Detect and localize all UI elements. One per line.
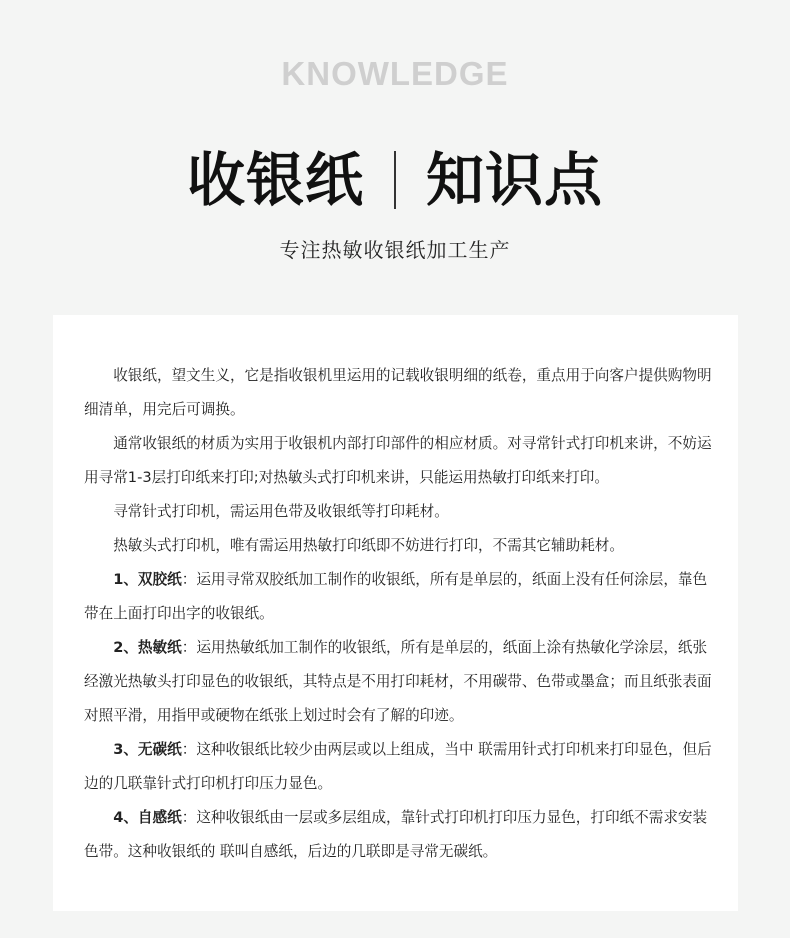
item-offset-paper — [84, 563, 714, 631]
item-carbonless-paper-title: 3、无碳纸 — [113, 741, 182, 758]
paragraph-material: 通常收银纸的材质为实用于收银机内部打印部件的相应材质。对寻常针式打印机来讲，不妨运用寻常1-3层打印纸来打印;对热敏头式打印机来讲，只能运用热敏打印纸来打印。 — [84, 435, 712, 486]
item-carbonless-paper-text: ：这种收银纸比较少由两层或以上组成，当中 联需用针式打印机来打印显色，但后边的几联靠针式打印机打印压力显色。 — [84, 741, 712, 792]
item-offset-paper-title: 1、双胶纸 — [113, 571, 182, 588]
paragraph-dot-matrix: 寻常针式打印机，需运用色带及收银纸等打印耗材。 — [113, 503, 449, 520]
item-self-copy-paper-text: ：这种收银纸由一层或多层组成，靠针式打印机打印压力显色，打印纸不需求安装色带。这种收银纸的 联叫自感纸，后边的几联即是寻常无碳纸。 — [84, 809, 708, 860]
paragraph-intro: 收银纸，望文生义，它是指收银机里运用的记载收银明细的纸卷，重点用于向客户提供购物明细清单，用完后可调换。 — [84, 367, 712, 418]
item-thermal-paper — [84, 631, 714, 733]
item-carbonless-paper — [84, 733, 714, 801]
page-subtitle: 专注热敏收银纸加工生产 — [279, 238, 511, 262]
knowledge-eyebrow: KNOWLEDGE — [281, 55, 509, 92]
article-body — [84, 359, 714, 869]
item-thermal-paper-text: ：运用热敏纸加工制作的收银纸，所有是单层的，纸面上涂有热敏化学涂层，纸张经激光热敏头打印显色的收银纸，其特点是不用打印耗材，不用碳带、色带或墨盒；而且纸张表面对照平滑，用指甲或硬物在纸张上划过时会有了解的印迹。 — [84, 639, 712, 724]
title-divider — [394, 151, 396, 209]
item-offset-paper-text: ：运用寻常双胶纸加工制作的收银纸，所有是单层的，纸面上没有任何涂层，靠色带在上面打印出字的收银纸。 — [84, 571, 708, 622]
item-self-copy-paper-title: 4、自感纸 — [113, 809, 182, 826]
title-right: 知识点 — [426, 146, 604, 214]
page-title — [0, 140, 790, 220]
item-thermal-paper-title: 2、热敏纸 — [113, 639, 182, 656]
paragraph-thermal-printer: 热敏头式打印机，唯有需运用热敏打印纸即不妨进行打印，不需其它辅助耗材。 — [113, 537, 624, 554]
article-card — [53, 315, 738, 911]
item-self-copy-paper — [84, 801, 714, 869]
title-left: 收银纸 — [186, 146, 364, 214]
